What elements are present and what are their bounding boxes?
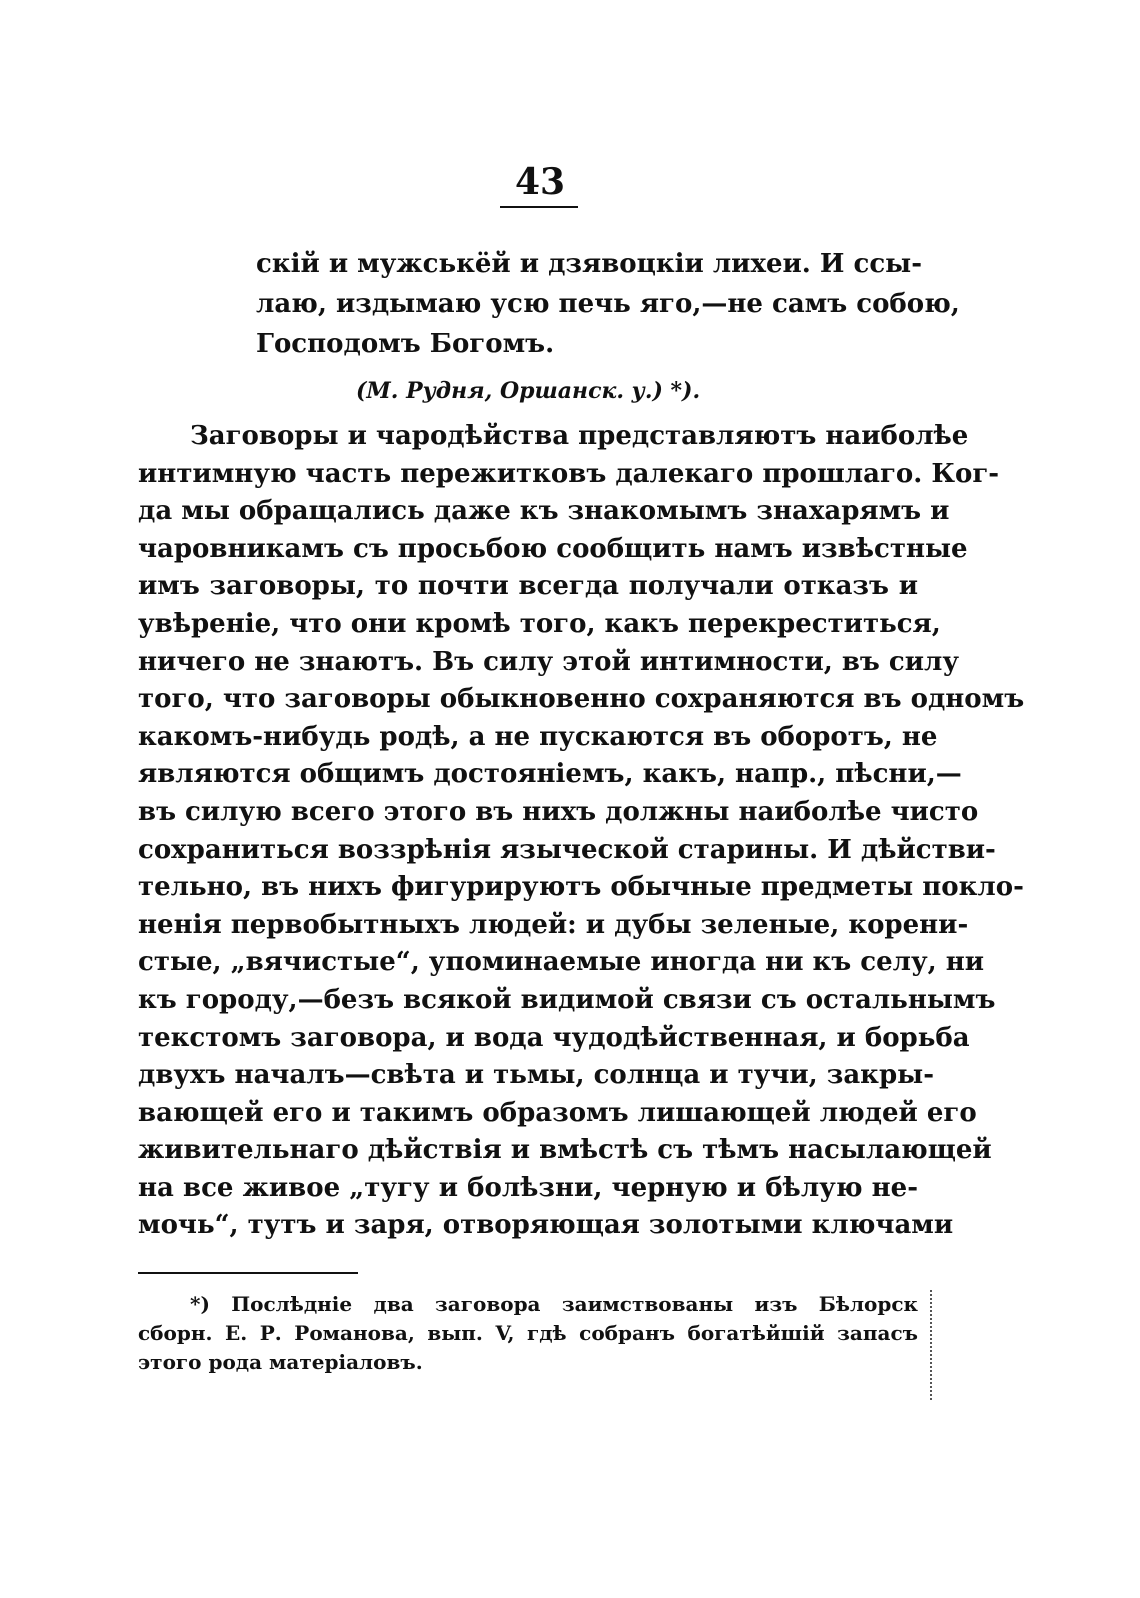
- text-line: двухъ началъ—свѣта и тьмы, солнца и тучи, закры-: [138, 1060, 934, 1091]
- text-line: текстомъ заговора, и вода чудодѣйственная, и борьба: [138, 1022, 970, 1053]
- main-paragraph: [138, 418, 1025, 1245]
- text-line: ничего не знаютъ. Въ силу этой интимности, въ силу: [138, 646, 960, 677]
- page-number-underline: [500, 206, 578, 208]
- text-line: чаровникамъ съ просьбою сообщить намъ извѣстные: [138, 533, 968, 564]
- footnote-line: сборн. Е. Р. Романова, вып. V, гдѣ собранъ богатѣйшій запасъ: [138, 1321, 918, 1345]
- text-line: да мы обращались даже къ знакомымъ знахарямъ и: [138, 496, 950, 527]
- text-line: Заговоры и чародѣйства представляютъ наиболѣе: [190, 421, 969, 451]
- text-line: вающей его и такимъ образомъ лишающей людей его: [138, 1097, 977, 1128]
- text-line: въ силую всего этого въ нихъ должны наиболѣе чисто: [138, 796, 979, 827]
- text-line: скій и мужськёй и дзявоцкіи лихеи. И ссы-: [256, 249, 923, 279]
- text-line: живительнаго дѣйствія и вмѣстѣ съ тѣмъ насылающей: [138, 1135, 992, 1166]
- text-line: ненія первобытныхъ людей: и дубы зеленые, корени-: [138, 909, 969, 940]
- text-line: къ городу,—безъ всякой видимой связи съ остальнымъ: [138, 984, 996, 1015]
- text-line: мочь“, тутъ и заря, отворяющая золотыми ключами: [138, 1210, 954, 1241]
- text-line: того, что заговоры обыкновенно сохраняются въ одномъ: [138, 684, 1025, 715]
- page-number: 43: [514, 161, 566, 203]
- source-attribution: (М. Рудня, Оршанск. у.) *).: [356, 378, 701, 404]
- footnote-separator: [138, 1272, 358, 1274]
- page-edge-mark: [930, 1290, 934, 1400]
- footnote-line: этого рода матеріаловъ.: [138, 1350, 423, 1374]
- footnote-line: *) Послѣдніе два заговора заимствованы изъ Бѣлорск: [190, 1292, 918, 1316]
- text-line: стые, „вячистые“, упоминаемые иногда ни къ селу, ни: [138, 947, 985, 978]
- text-line: являются общимъ достояніемъ, какъ, напр., пѣсни,—: [138, 759, 962, 790]
- text-line: увѣреніе, что они кромѣ того, какъ перекреститься,: [138, 608, 941, 639]
- continuation-text: [256, 244, 960, 364]
- text-line: на все живое „тугу и болѣзни, черную и бѣлую не-: [138, 1172, 918, 1203]
- text-line: Господомъ Богомъ.: [256, 329, 555, 359]
- text-line: какомъ-нибудь родѣ, а не пускаются въ оборотъ, не: [138, 721, 938, 752]
- footnote: [138, 1290, 918, 1377]
- text-line: тельно, въ нихъ фигурируютъ обычные предметы покло-: [138, 872, 1024, 903]
- text-line: имъ заговоры, то почти всегда получали отказъ и: [138, 571, 918, 602]
- text-line: интимную часть пережитковъ далекаго прошлаго. Ког-: [138, 458, 1000, 489]
- text-line: сохраниться воззрѣнія языческой старины. И дѣйстви-: [138, 834, 996, 865]
- text-line: лаю, издымаю усю печь яго,—не самъ собою,: [256, 289, 960, 319]
